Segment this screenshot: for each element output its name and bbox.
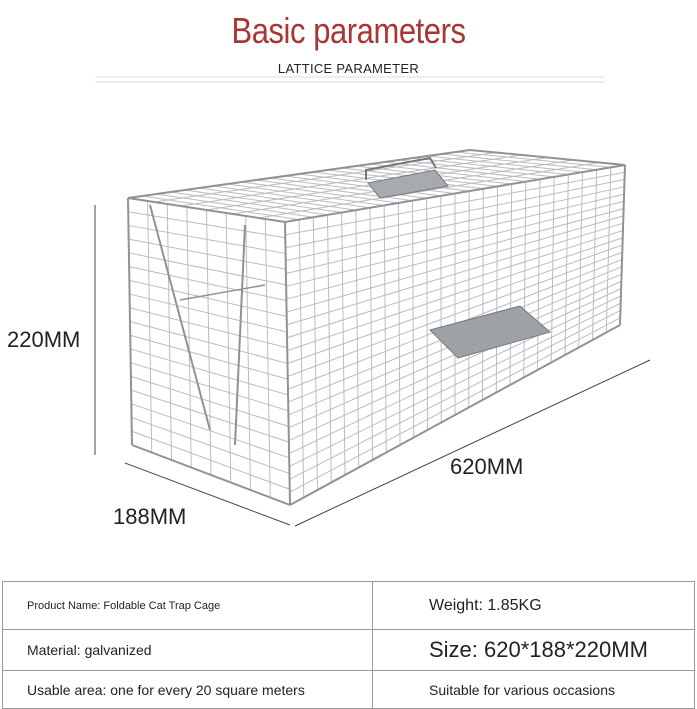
spec-row	[3, 582, 695, 630]
length-dimension-line	[295, 360, 650, 526]
spec-row	[3, 630, 695, 671]
length-label: 620MM	[450, 454, 523, 480]
spec-row	[3, 671, 695, 709]
height-label: 220MM	[7, 327, 80, 353]
trigger-plate	[430, 306, 550, 358]
page-subtitle: LATTICE PARAMETER	[0, 61, 697, 76]
occasions-cell: Suitable for various occasions	[373, 671, 695, 709]
material-cell: Material: galvanized	[3, 630, 373, 671]
weight-cell: Weight: 1.85KG	[373, 582, 695, 630]
cage-wire-mesh	[128, 150, 625, 505]
page-title: Basic parameters	[49, 10, 648, 52]
size-cell: Size: 620*188*220MM	[373, 630, 695, 671]
width-label: 188MM	[113, 504, 186, 530]
usable-area-cell: Usable area: one for every 20 square meters	[3, 671, 373, 709]
product-name-cell: Product Name: Foldable Cat Trap Cage	[3, 582, 373, 630]
spec-table	[2, 581, 695, 709]
wire	[180, 155, 521, 206]
wire	[620, 165, 625, 325]
